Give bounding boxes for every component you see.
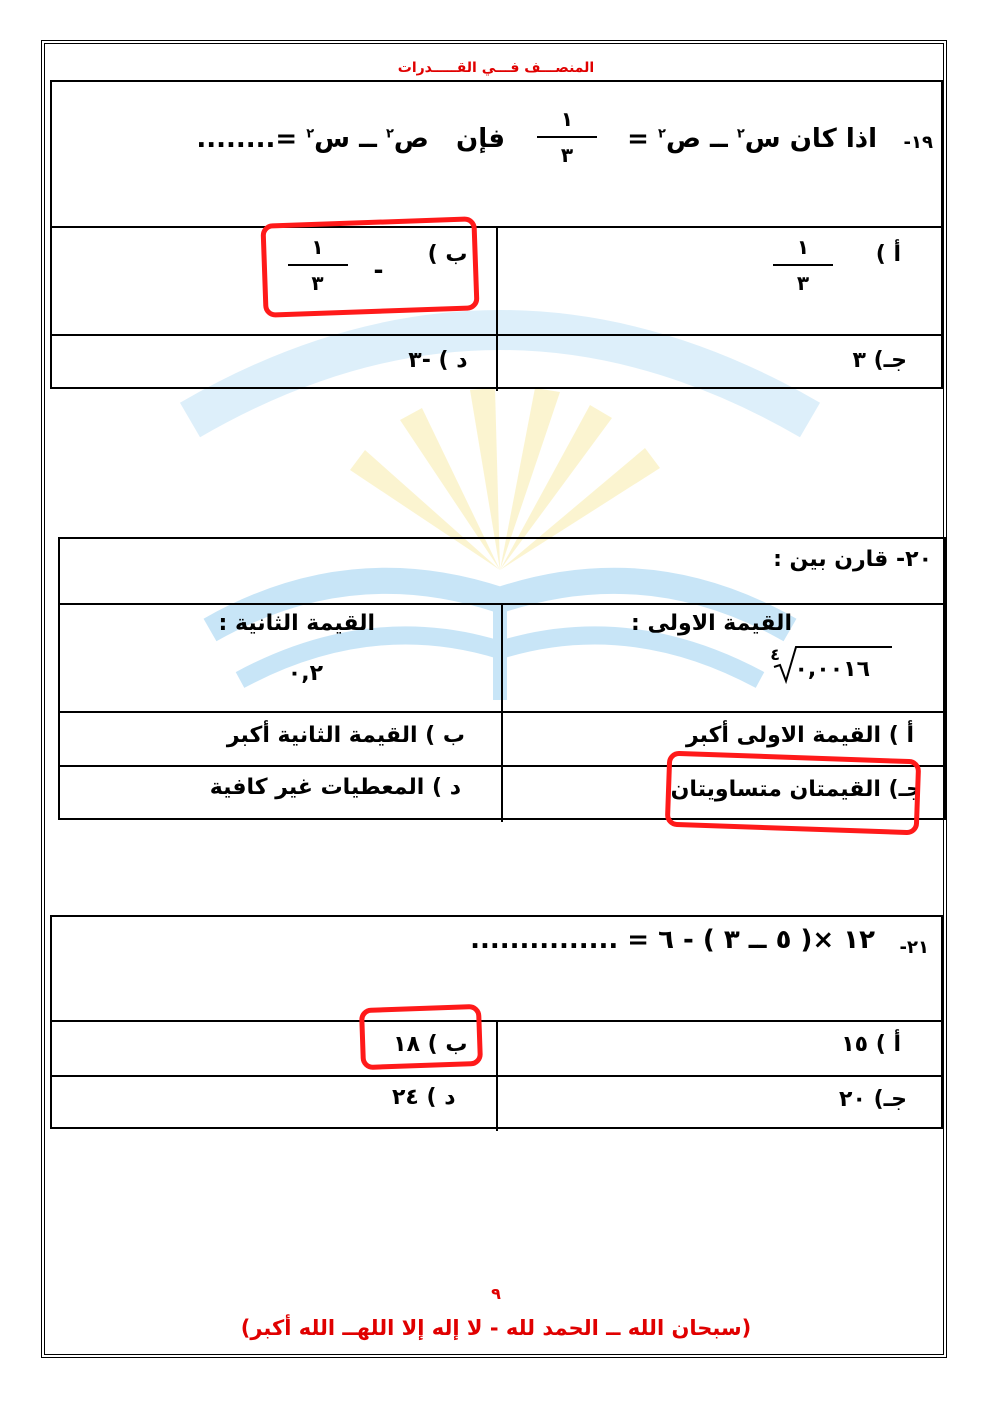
header-title: المنصـــف فـــي القـــــدرات [397,60,595,76]
option-a[interactable]: أ ) ١٥ [841,1032,901,1057]
option-a[interactable]: أ ) القيمة الاولى أكبر [685,723,914,748]
option-b-fraction: ١ ٣ [288,234,348,296]
answer-highlight-q21 [359,1004,483,1070]
first-value-cell: القيمة الاولى : ٤ ٠,٠٠١٦ [503,605,944,713]
answer-highlight-q19 [260,216,479,317]
option-a[interactable]: أ ) ١ ٣ [498,228,942,336]
option-b[interactable]: ب ) القيمة الثانية أكبر [60,713,503,767]
question-number: ٢١- [899,937,929,958]
question-21-box [50,915,943,1129]
option-c[interactable]: جـ) القيمتان متساويتان [670,777,922,802]
option-d[interactable]: د ) -٣ [52,336,498,391]
option-b[interactable]: ب ) ١٨ [52,1022,498,1077]
question-number: ١٩- [903,132,933,153]
stem-part-1: اذا كان س$^٢$ ــ ص$^٢$ = [627,124,877,154]
option-a-fraction: ١ ٣ [773,234,833,296]
option-d[interactable]: د ) ٢٤ [52,1077,498,1131]
answer-highlight-q20 [665,751,921,836]
question-19-box [50,80,943,389]
option-b[interactable]: ب ) - ١ ٣ [52,228,498,336]
option-c[interactable]: جـ) ٢٠ [839,1087,907,1112]
page-number: ٩ [491,1284,501,1303]
root-index: ٤ [770,645,780,664]
option-d[interactable]: د ) المعطيات غير كافية [60,767,503,822]
stem-fraction: ١ ٣ [537,106,597,168]
footer-dua: (سبحان الله ــ الحمد لله - لا إله إلا اللهــ الله أكبر) [240,1316,752,1340]
question-21-expression: ١٢ ×( ٥ ــ ٣ ) - ٦ = ............... [470,925,875,955]
stem-part-2: فإن ص$^٢$ ــ س$^٢$ =........ [196,124,505,154]
question-19-stem [63,107,933,180]
option-c[interactable]: جـ) ٣ [852,348,907,373]
second-value-cell: القيمة الثانية : ٠,٢ [60,605,503,713]
question-20-title: ٢٠- قارن بين : [773,547,932,572]
